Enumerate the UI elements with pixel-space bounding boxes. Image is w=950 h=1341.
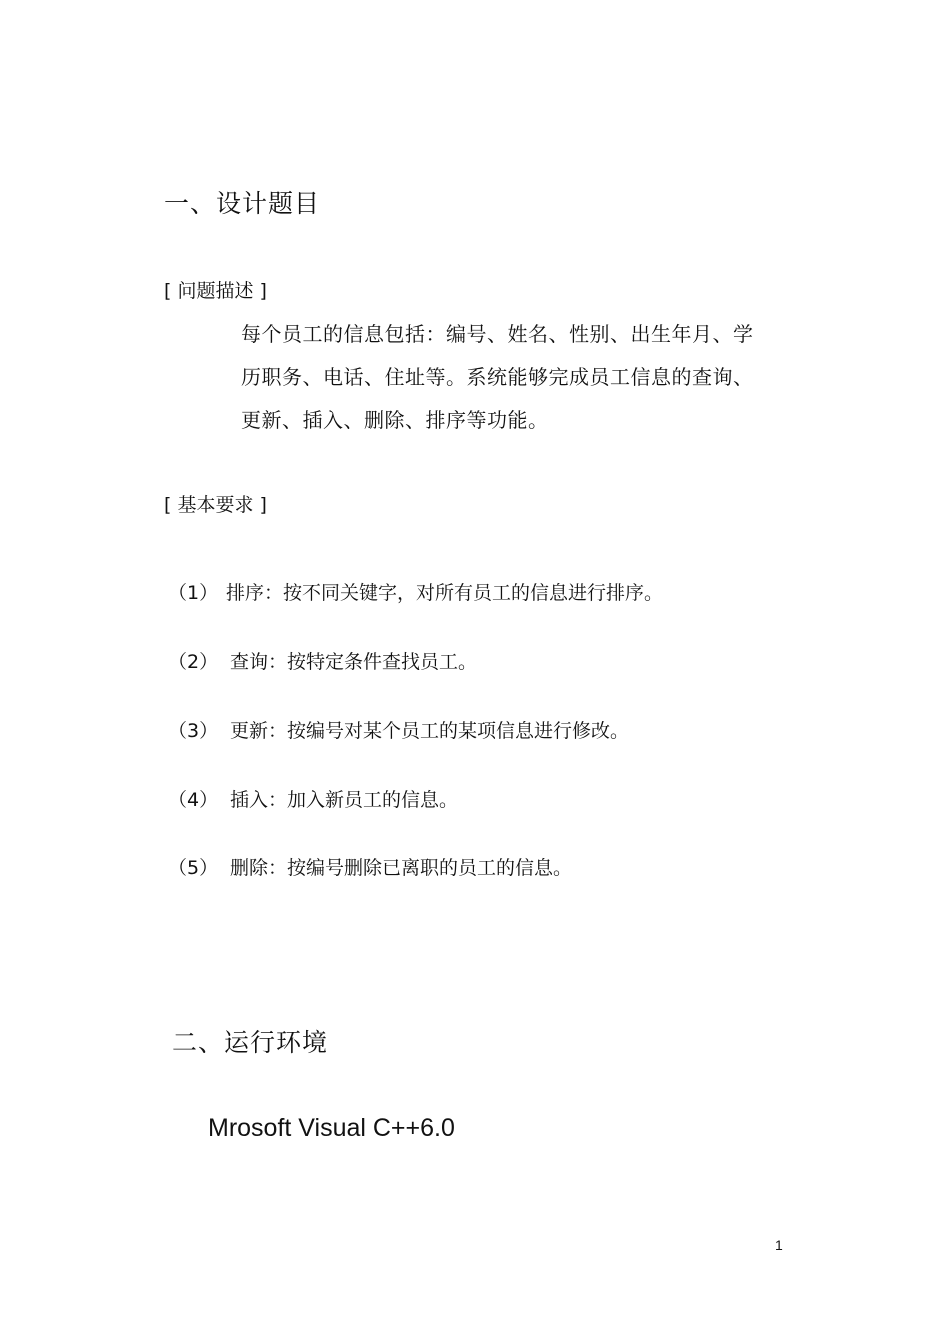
requirement-item <box>168 785 458 812</box>
requirement-text: 插入：加入新员工的信息。 <box>230 789 459 811</box>
requirement-number: （1） <box>168 582 219 604</box>
section-heading-design-topic: 一、设计题目 <box>164 189 321 218</box>
section-heading-runtime-environment: 二、运行环境 <box>172 1028 329 1057</box>
requirement-number: （4） <box>168 789 219 811</box>
requirement-item <box>168 647 477 674</box>
requirement-item <box>168 578 663 605</box>
problem-description-line: 历职务、电话、住址等。系统能够完成员工信息的查询、 <box>241 365 754 389</box>
requirement-text: 查询：按特定条件查找员工。 <box>230 651 478 673</box>
requirement-text: 删除：按编号删除已离职的员工的信息。 <box>230 857 573 879</box>
runtime-environment-text: Mrosoft Visual C++6.0 <box>208 1114 455 1142</box>
requirement-number: （3） <box>168 720 219 742</box>
requirement-item <box>168 853 572 880</box>
problem-description-label: [ 问题描述 ] <box>164 280 267 302</box>
problem-description-line: 每个员工的信息包括：编号、姓名、性别、出生年月、学 <box>241 322 754 346</box>
requirement-number: （2） <box>168 651 219 673</box>
requirement-text: 排序：按不同关键字，对所有员工的信息进行排序。 <box>226 582 664 604</box>
requirement-item <box>168 716 629 743</box>
problem-description-line: 更新、插入、删除、排序等功能。 <box>241 408 549 432</box>
page-number: 1 <box>775 1237 783 1253</box>
requirement-text: 更新：按编号对某个员工的某项信息进行修改。 <box>230 720 630 742</box>
requirement-number: （5） <box>168 857 219 879</box>
basic-requirements-label: [ 基本要求 ] <box>164 494 267 516</box>
